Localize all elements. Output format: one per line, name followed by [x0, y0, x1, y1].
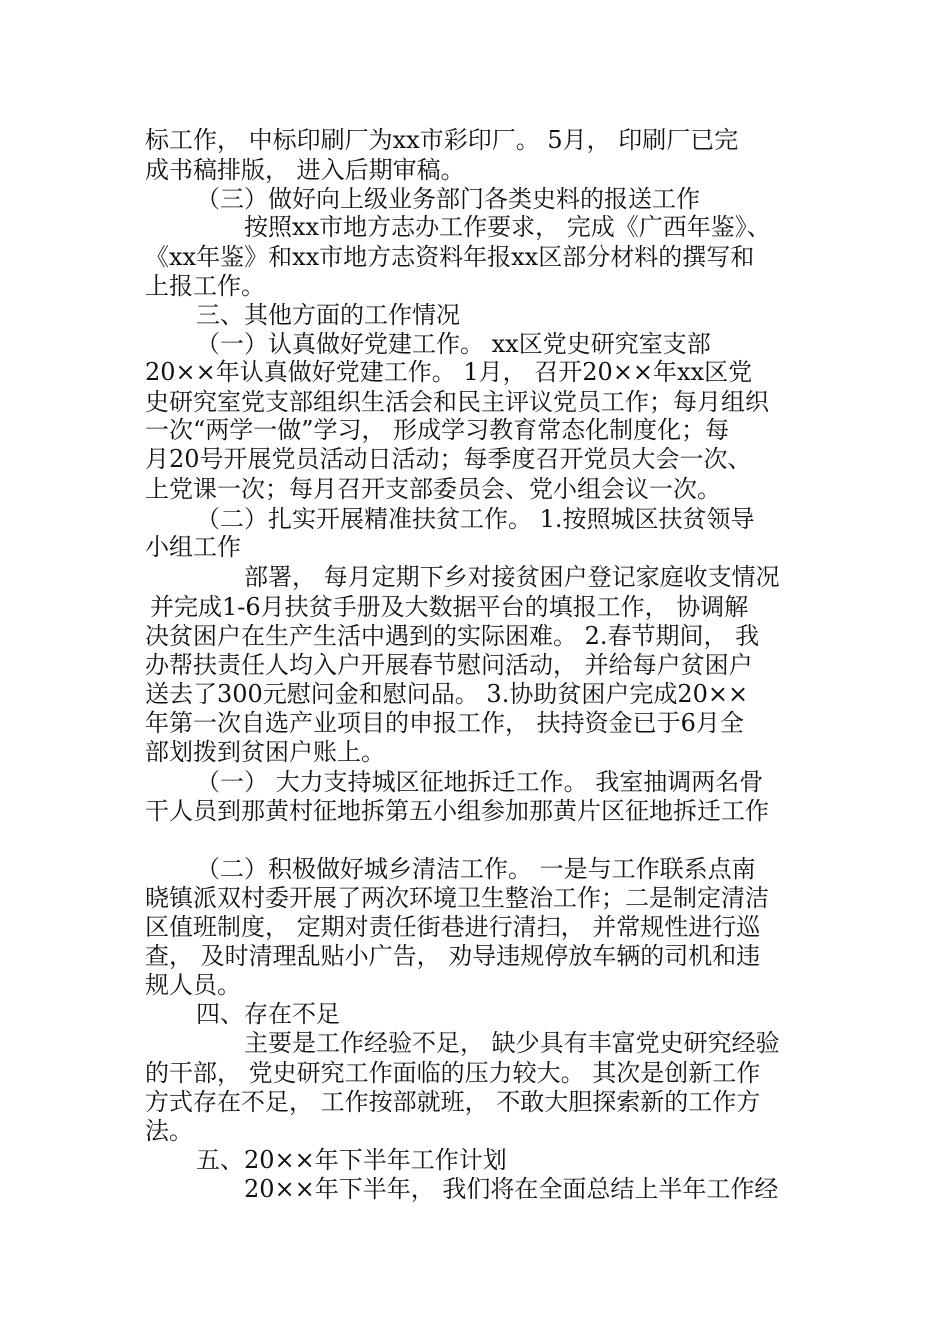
section-heading: 五、20××年下半年工作计划	[196, 1146, 507, 1174]
text-line: 规人员。	[145, 971, 241, 999]
text-line: （一） 大力支持城区征地拆迁工作。 我室抽调两名骨	[196, 768, 764, 796]
text-line: 方式存在不足， 工作按部就班， 不敢大胆探索新的工作方	[145, 1088, 761, 1116]
text-line: 法。	[145, 1117, 193, 1145]
text-line: 20××年下半年， 我们将在全面总结上半年工作经	[244, 1175, 779, 1203]
text-line: 标工作， 中标印刷厂为xx市彩印厂。 5月， 印刷厂已完	[145, 126, 739, 154]
text-line: 部署， 每月定期下乡对接贫困户登记家庭收支情况	[244, 563, 780, 591]
text-line: 干人员到那黄村征地拆第五小组参加那黄片区征地拆迁工作	[145, 797, 769, 825]
text-line: 决贫困户在生产生活中遇到的实际困难。 2.春节期间， 我	[145, 622, 760, 650]
text-line: 晓镇派双村委开展了两次环境卫生整治工作；二是制定清洁	[145, 884, 769, 912]
text-line: 送去了300元慰问金和慰问品。 3.协助贫困户完成20××	[145, 680, 749, 708]
section-heading: 三、其他方面的工作情况	[196, 301, 460, 329]
text-line: 查， 及时清理乱贴小广告， 劝导违规停放车辆的司机和违	[145, 942, 761, 970]
text-line: （二）积极做好城乡清洁工作。 一是与工作联系点南	[196, 855, 756, 883]
text-line: 小组工作	[145, 533, 241, 561]
text-line: 20××年认真做好党建工作。 1月， 召开20××年xx区党	[145, 358, 753, 386]
text-line: 区值班制度， 定期对责任街巷进行清扫， 并常规性进行巡	[145, 913, 761, 941]
text-line: 《xx年鉴》和xx市地方志资料年报xx区部分材料的撰写和	[145, 243, 755, 271]
text-line: 一次“两学一做”学习， 形成学习教育常态化制度化；每	[145, 416, 730, 444]
text-line: 按照xx市地方志办工作要求， 完成《广西年鉴》、	[244, 213, 771, 241]
text-line: 并完成1-6月扶贫手册及大数据平台的填报工作， 协调解	[150, 593, 749, 621]
section-heading: 四、存在不足	[196, 1000, 340, 1028]
text-line: 年第一次自选产业项目的申报工作， 扶持资金已于6月全	[145, 709, 744, 737]
section-heading: （三）做好向上级业务部门各类史料的报送工作	[196, 185, 700, 213]
text-line: 月20号开展党员活动日活动；每季度召开党员大会一次、	[145, 445, 752, 473]
text-line: 上党课一次；每月召开支部委员会、党小组会议一次。	[145, 475, 721, 503]
text-line: 成书稿排版， 进入后期审稿。	[145, 156, 465, 184]
text-line: 史研究室党支部组织生活会和民主评议党员工作；每月组织	[145, 388, 769, 416]
text-line: 的干部， 党史研究工作面临的压力较大。 其次是创新工作	[145, 1059, 761, 1087]
text-line: 办帮扶责任人均入户开展春节慰问活动， 并给每户贫困户	[145, 651, 753, 679]
text-line: 主要是工作经验不足， 缺少具有丰富党史研究经验	[244, 1029, 780, 1057]
text-line: （二）扎实开展精准扶贫工作。 1.按照城区扶贫领导	[196, 505, 755, 533]
text-line: 上报工作。	[145, 272, 265, 300]
text-line: （一）认真做好党建工作。 xx区党史研究室支部	[196, 330, 711, 358]
text-line: 部划拨到贫困户账上。	[145, 738, 385, 766]
